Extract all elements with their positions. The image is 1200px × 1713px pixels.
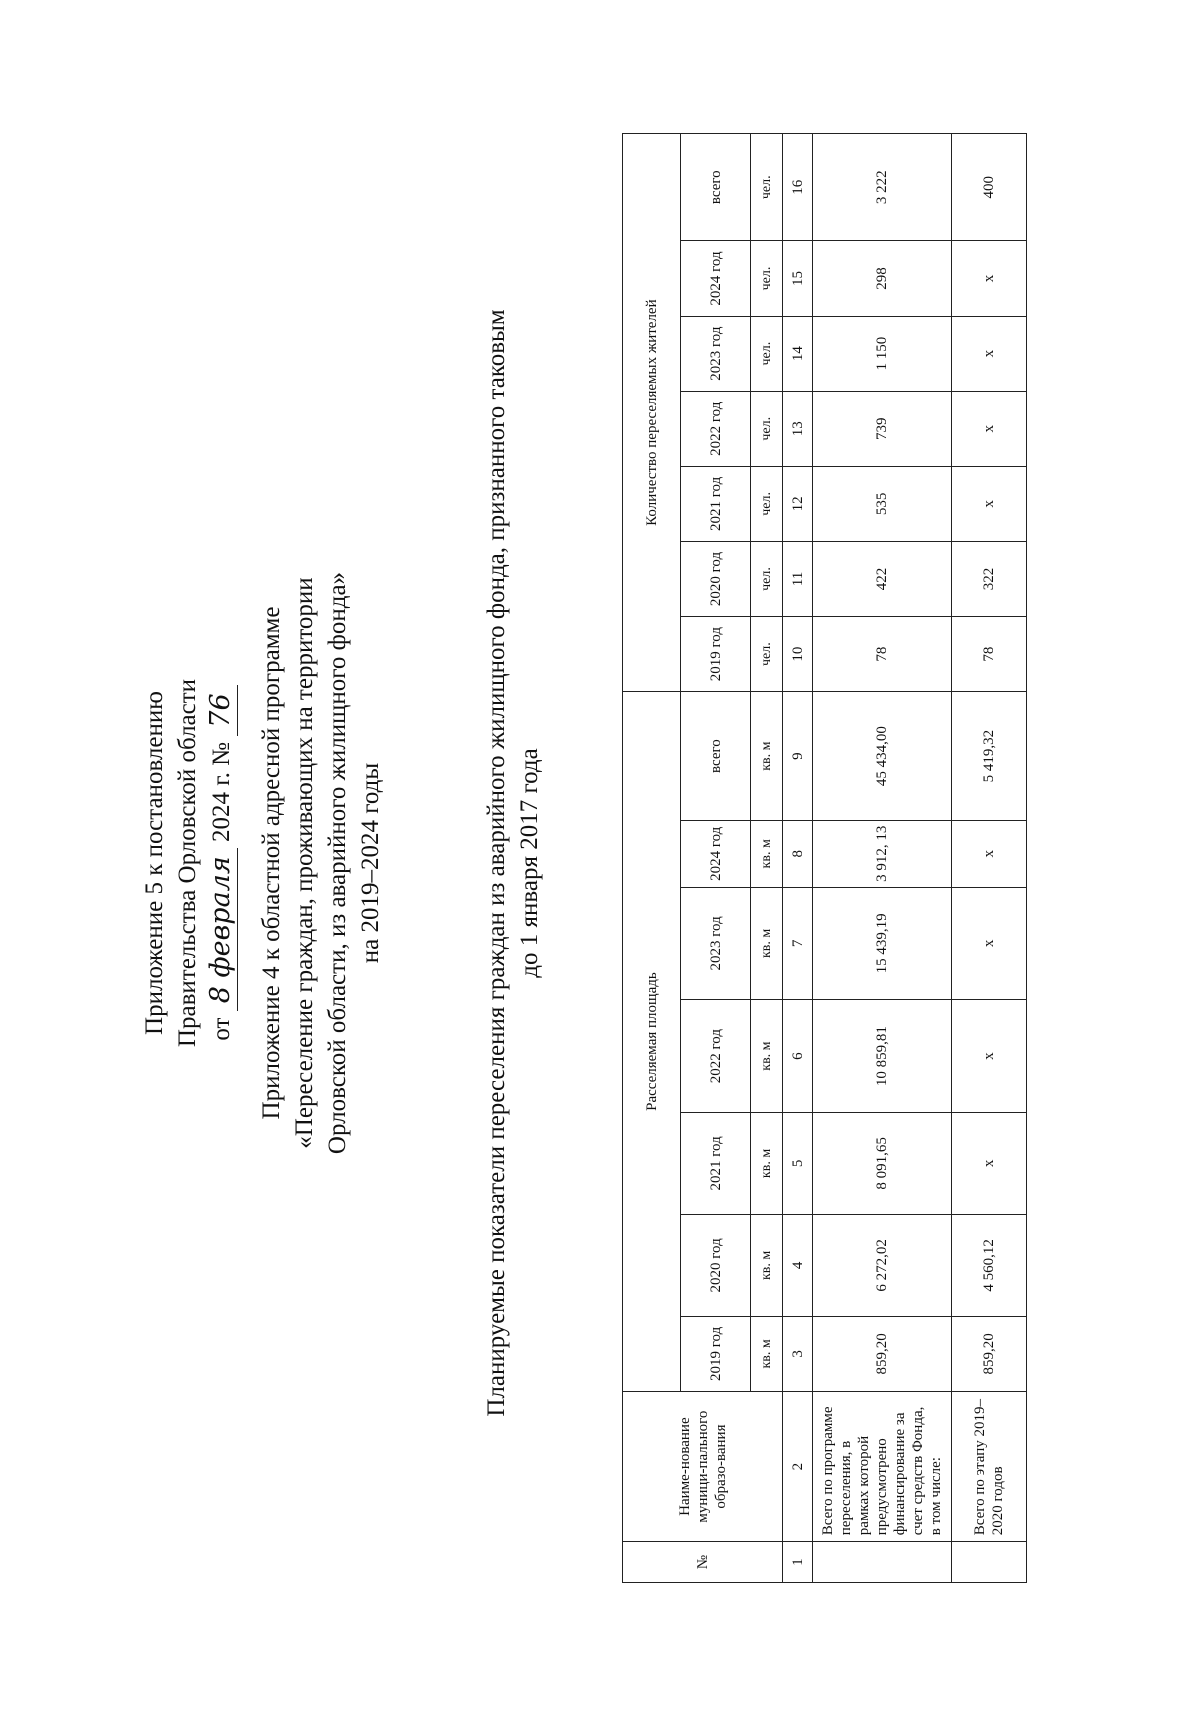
area-cell: 859,20: [952, 1316, 1027, 1391]
header-area-year: 2023 год: [681, 887, 751, 1000]
header-name: Наиме-нование муници-пального образо-вания: [623, 1391, 783, 1541]
header-people-year: 2019 год: [681, 617, 751, 692]
people-cell: 422: [813, 541, 952, 616]
table-row: [813, 134, 952, 1583]
title-line-1: Планируемые показатели переселения граждан из аварийного жилищного фонда, признанного таковым: [483, 309, 510, 1417]
row-name: Всего по программе переселения, в рамках которой предусмотрено финансирование за счет средств Фонда, в том числе:: [813, 1391, 952, 1541]
people-cell: 322: [952, 541, 1027, 616]
unit-area: кв. м: [751, 887, 783, 1000]
people-cell: 298: [813, 241, 952, 316]
people-total-cell: 400: [952, 134, 1027, 241]
title-line-2: до 1 января 2017 года: [516, 748, 543, 978]
header-people-year: 2024 год: [681, 241, 751, 316]
header-people-year: 2023 год: [681, 316, 751, 391]
document-title: [480, 153, 546, 1573]
area-cell: х: [952, 1000, 1027, 1113]
row-name: Всего по этапу 2019–2020 годов: [952, 1391, 1027, 1541]
people-cell: х: [952, 391, 1027, 466]
decree-line-2: Правительства Орловской области: [174, 678, 201, 1048]
column-number: 12: [783, 466, 813, 541]
table-row: [952, 134, 1027, 1583]
column-number: 7: [783, 887, 813, 1000]
column-number: 15: [783, 241, 813, 316]
resettlement-table: [622, 133, 1027, 1583]
unit-people: чел.: [751, 541, 783, 616]
column-number: 4: [783, 1214, 813, 1316]
handwritten-number: 76: [204, 685, 238, 735]
column-number: 9: [783, 692, 813, 821]
column-number: 14: [783, 316, 813, 391]
header-people-group: Количество переселяемых жителей: [623, 134, 681, 692]
annex-line-4: на 2019–2024 годы: [357, 762, 384, 964]
people-total-cell: 3 222: [813, 134, 952, 241]
annex-line-3: Орловской области, из аварийного жилищного фонда»: [324, 571, 351, 1155]
header-area-year: 2021 год: [681, 1112, 751, 1214]
area-cell: 15 439,19: [813, 887, 952, 1000]
area-cell: 10 859,81: [813, 1000, 952, 1113]
column-number: 16: [783, 134, 813, 241]
column-number: 11: [783, 541, 813, 616]
area-cell: 3 912, 13: [813, 821, 952, 888]
area-cell: х: [952, 821, 1027, 888]
header-people-year: 2020 год: [681, 541, 751, 616]
unit-people: чел.: [751, 617, 783, 692]
decree-date-line: [204, 153, 238, 1573]
header-people-year: 2021 год: [681, 466, 751, 541]
column-number: 2: [783, 1391, 813, 1541]
decree-from: от: [208, 1017, 235, 1041]
unit-people: чел.: [751, 466, 783, 541]
column-number: 1: [783, 1542, 813, 1583]
unit-people: чел.: [751, 316, 783, 391]
people-cell: 78: [952, 617, 1027, 692]
unit-area: кв. м: [751, 1000, 783, 1113]
people-cell: 1 150: [813, 316, 952, 391]
header-people-total: всего: [681, 134, 751, 241]
people-cell: х: [952, 466, 1027, 541]
unit-area: кв. м: [751, 1214, 783, 1316]
unit-area: кв. м: [751, 1316, 783, 1391]
people-cell: х: [952, 241, 1027, 316]
header-area-total: всего: [681, 692, 751, 821]
header-area-year: 2022 год: [681, 1000, 751, 1113]
row-no: [813, 1542, 952, 1583]
people-cell: х: [952, 316, 1027, 391]
column-number: 10: [783, 617, 813, 692]
annex-line-1: Приложение 4 к областной адресной программе: [258, 606, 285, 1120]
header-area-group: Расселяемая площадь: [623, 692, 681, 1392]
column-number: 8: [783, 821, 813, 888]
decree-reference: [138, 153, 238, 1573]
decree-line-1: Приложение 5 к постановлению: [141, 691, 168, 1035]
column-number: 3: [783, 1316, 813, 1391]
decree-year: 2024 г. №: [208, 741, 235, 842]
unit-area: кв. м: [751, 692, 783, 821]
column-number: 5: [783, 1112, 813, 1214]
area-cell: х: [952, 887, 1027, 1000]
unit-people: чел.: [751, 241, 783, 316]
people-cell: 739: [813, 391, 952, 466]
people-cell: 535: [813, 466, 952, 541]
header-area-year: 2024 год: [681, 821, 751, 888]
area-cell: 6 272,02: [813, 1214, 952, 1316]
handwritten-date: 8 февраля: [204, 848, 238, 1011]
unit-area: кв. м: [751, 821, 783, 888]
header-no: №: [623, 1542, 783, 1583]
area-cell: 4 560,12: [952, 1214, 1027, 1316]
annex-line-2: «Переселение граждан, проживающих на территории: [291, 577, 318, 1149]
area-total-cell: 45 434,00: [813, 692, 952, 821]
unit-people: чел.: [751, 391, 783, 466]
people-cell: 78: [813, 617, 952, 692]
area-cell: 859,20: [813, 1316, 952, 1391]
row-no: [952, 1542, 1027, 1583]
area-cell: х: [952, 1112, 1027, 1214]
area-total-cell: 5 419,32: [952, 692, 1027, 821]
header-people-year: 2022 год: [681, 391, 751, 466]
unit-people: чел.: [751, 134, 783, 241]
column-number: 6: [783, 1000, 813, 1113]
column-number: 13: [783, 391, 813, 466]
header-area-year: 2019 год: [681, 1316, 751, 1391]
annex-reference: [255, 153, 387, 1573]
area-cell: 8 091,65: [813, 1112, 952, 1214]
header-area-year: 2020 год: [681, 1214, 751, 1316]
unit-area: кв. м: [751, 1112, 783, 1214]
